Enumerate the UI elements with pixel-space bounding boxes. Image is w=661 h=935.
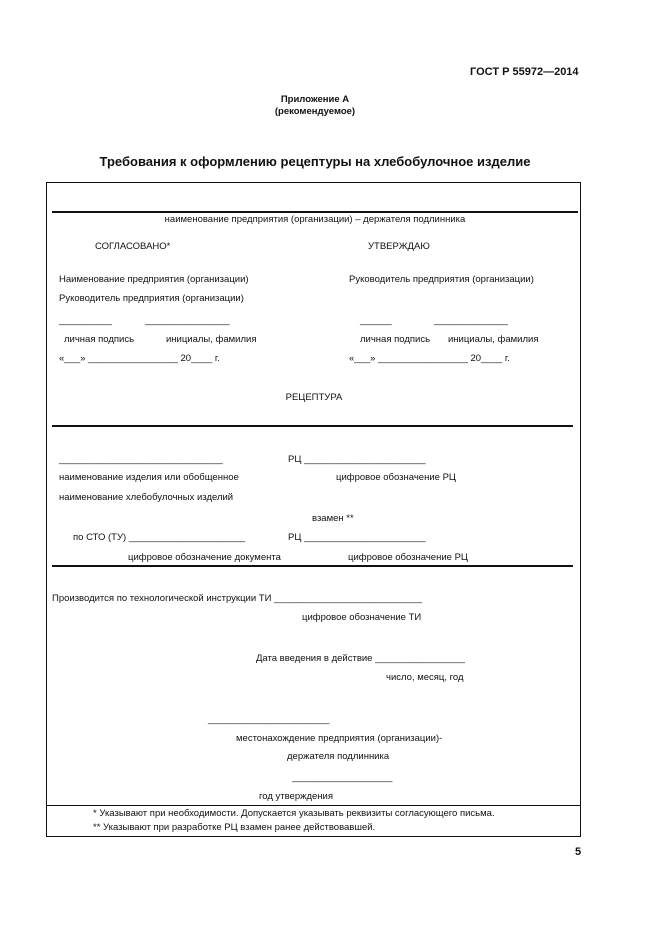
product-label-1: наименование изделия или обобщенное: [59, 472, 239, 483]
product-label-2: наименование хлебобулочных изделий: [59, 492, 234, 503]
location-label-1: местонахождение предприятия (организации)-: [236, 733, 443, 744]
sto-line: по СТО (ТУ) ______________________: [73, 532, 246, 543]
approve-sign-label: личная подпись: [360, 334, 431, 345]
replace-label: взамен **: [312, 513, 354, 524]
approve-label: УТВЕРЖДАЮ: [368, 241, 430, 252]
approve-name-label: инициалы, фамилия: [448, 334, 539, 345]
footnote-2: ** Указывают при разработке РЦ взамен ранее действовавшей.: [93, 822, 376, 833]
agreed-name-label: инициалы, фамилия: [166, 334, 257, 345]
recipe-label: РЕЦЕПТУРА: [285, 392, 343, 403]
ti-caption: цифровое обозначение ТИ: [302, 612, 422, 623]
approve-name-blank: ______________: [434, 315, 508, 326]
agreed-head: Руководитель предприятия (организации): [59, 293, 244, 304]
agreed-date-line: «___» _________________ 20____ г.: [59, 353, 220, 364]
approve-date-line: «___» _________________ 20____ г.: [349, 353, 510, 364]
product-blank: _______________________________: [59, 454, 223, 465]
location-label-2: держателя подлинника: [287, 751, 390, 762]
agreed-org: Наименование предприятия (организации): [59, 274, 249, 285]
rc-line: РЦ _______________________: [288, 454, 426, 465]
location-blank: _______________________: [208, 714, 330, 725]
appendix-title: Приложение А: [280, 94, 350, 105]
document-title: Требования к оформлению рецептуры на хлебобулочное изделие: [99, 154, 531, 169]
holder-caption: наименование предприятия (организации) – держателя подлинника: [164, 214, 466, 225]
footnote-divider: [47, 805, 580, 806]
agreed-sign-label: личная подпись: [64, 334, 135, 345]
rc-caption-2: цифровое обозначение РЦ: [348, 552, 468, 563]
agreed-sign-blank: __________: [59, 315, 112, 326]
approve-sign-blank: ______: [360, 315, 392, 326]
agreed-label: СОГЛАСОВАНО*: [95, 241, 171, 252]
agreed-name-blank: ________________: [145, 315, 230, 326]
appendix-subtitle: (рекомендуемое): [274, 106, 356, 117]
effective-date-caption: число, месяц, год: [386, 672, 464, 683]
recipe-divider: [52, 425, 573, 427]
sto-caption: цифровое обозначение документа: [128, 552, 281, 563]
holder-underline: [52, 211, 578, 213]
designation-divider: [52, 565, 573, 567]
approve-head: Руководитель предприятия (организации): [349, 274, 534, 285]
rc-caption: цифровое обозначение РЦ: [336, 472, 456, 483]
year-label: год утверждения: [259, 791, 334, 802]
year-blank: ___________________: [292, 772, 393, 783]
effective-date-line: Дата введения в действие _________________: [256, 653, 465, 664]
footnote-1: * Указывают при необходимости. Допускается указывать реквизиты согласующего письма.: [93, 808, 495, 819]
page-number: 5: [575, 846, 582, 858]
ti-line: Производится по технологической инструкции ТИ ____________________________: [52, 593, 422, 604]
rc-line-2: РЦ _______________________: [288, 532, 426, 543]
standard-number: ГОСТ Р 55972—2014: [470, 66, 579, 78]
